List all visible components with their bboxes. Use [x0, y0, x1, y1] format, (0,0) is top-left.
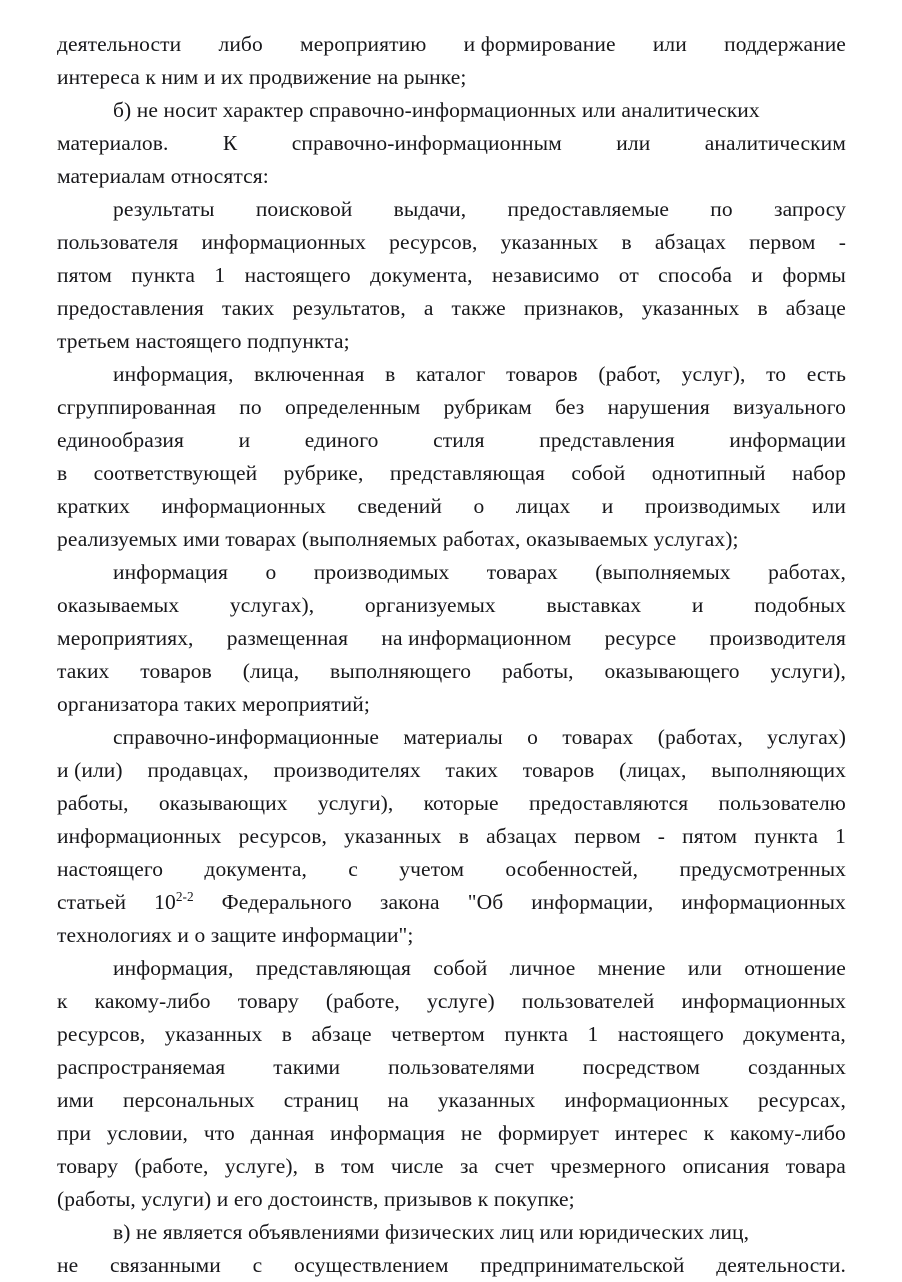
- text-line: [57, 127, 846, 160]
- text-word: на информационном: [381, 626, 572, 650]
- text-word: в: [621, 230, 632, 254]
- text-word: материалов.: [57, 131, 169, 155]
- text-word: или: [652, 32, 687, 56]
- text-word: либо: [218, 32, 263, 56]
- text-word: услуге): [427, 989, 495, 1013]
- text-word: (работах,: [657, 725, 743, 749]
- text-line: [57, 820, 846, 853]
- text-word: формирует: [497, 1121, 599, 1145]
- text-word: описания: [682, 1154, 770, 1178]
- text-word: размещенная: [226, 626, 349, 650]
- text-word: производимых: [644, 494, 781, 518]
- text-word: документа,: [743, 1022, 846, 1046]
- text-word: закона: [379, 890, 440, 914]
- text-word: документа,: [370, 263, 473, 287]
- text-word: оказывающих: [158, 791, 288, 815]
- text-line: [57, 424, 846, 457]
- text-line: [57, 622, 846, 655]
- text-word: товаров: [522, 758, 595, 782]
- text-word: сведений: [357, 494, 443, 518]
- text-word: в: [458, 824, 470, 848]
- text-word: то: [766, 362, 787, 386]
- text-word: от: [618, 263, 639, 287]
- text-word: производителя: [709, 626, 846, 650]
- text-word: абзацах: [486, 824, 558, 848]
- text-line: [57, 754, 846, 787]
- text-word: услуг),: [681, 362, 746, 386]
- text-word: набор: [792, 461, 846, 485]
- text-word: мероприятиях,: [57, 626, 194, 650]
- text-word: а: [423, 296, 434, 320]
- text-word: условии,: [106, 1121, 189, 1145]
- text-word: и: [238, 428, 251, 452]
- text-line: [113, 358, 846, 391]
- text-word: документа,: [204, 857, 307, 881]
- text-word: особенностей,: [505, 857, 639, 881]
- text-word: (работе,: [134, 1154, 209, 1178]
- text-word: том: [341, 1154, 375, 1178]
- text-line: [57, 985, 846, 1018]
- text-word: в: [757, 296, 768, 320]
- text-word: услуги),: [770, 659, 846, 683]
- text-word: запросу: [773, 197, 846, 221]
- text-word: представления: [539, 428, 675, 452]
- text-word: представляющая: [389, 461, 545, 485]
- text-word: поддержание: [724, 32, 846, 56]
- text-word: таких: [221, 296, 275, 320]
- text-word: пункта: [754, 824, 818, 848]
- text-word: ресурсов,: [238, 824, 327, 848]
- text-word: оказывающего: [604, 659, 740, 683]
- text-word: рубрикам: [443, 395, 532, 419]
- text-line: [57, 391, 846, 424]
- text-word: не: [57, 1253, 79, 1277]
- document-text-column: [57, 28, 846, 1282]
- text-line: технологиях и о защите информации";: [57, 923, 414, 947]
- text-word: ресурсе: [604, 626, 677, 650]
- text-word: кратких: [57, 494, 130, 518]
- text-word: информации: [729, 428, 846, 452]
- text-word: такими: [273, 1055, 341, 1079]
- text-word: настоящего: [617, 1022, 724, 1046]
- text-word: к: [57, 989, 68, 1013]
- text-word: услуги),: [317, 791, 394, 815]
- text-word: предусмотренных: [679, 857, 846, 881]
- text-word: 1: [587, 1022, 599, 1046]
- text-word: информационных: [681, 989, 846, 1013]
- text-word: товарах: [562, 725, 634, 749]
- text-line: в) не является объявлениями физических лиц или юридических лиц,: [113, 1220, 750, 1244]
- text-word: (работе,: [325, 989, 400, 1013]
- text-line: организатора таких мероприятий;: [57, 692, 370, 716]
- text-word: (лица,: [242, 659, 300, 683]
- text-word: пятом: [682, 824, 738, 848]
- text-word: информационных: [57, 824, 222, 848]
- text-word: в: [281, 1022, 293, 1046]
- text-word: выполняющего: [330, 659, 472, 683]
- text-word: справочно-информационные: [113, 725, 380, 749]
- text-word: материалы: [403, 725, 503, 749]
- text-word: мероприятию: [300, 32, 427, 56]
- text-word: оказываемых: [57, 593, 180, 617]
- text-word: продавцах,: [147, 758, 249, 782]
- text-word: о: [265, 560, 277, 584]
- text-word: информация,: [113, 956, 234, 980]
- text-word: независимо: [491, 263, 600, 287]
- text-word: абзацах: [654, 230, 726, 254]
- text-word: или: [811, 494, 846, 518]
- text-word: нарушения: [607, 395, 710, 419]
- text-word: пользователю: [718, 791, 846, 815]
- text-word: работы,: [57, 791, 129, 815]
- text-word: информационных: [564, 1088, 729, 1112]
- text-word: предоставляемые: [507, 197, 670, 221]
- text-word: информации,: [531, 890, 654, 914]
- text-word: 10$^{2-2}$: [154, 888, 194, 914]
- text-word: производимых: [313, 560, 450, 584]
- text-word: признаков,: [523, 296, 624, 320]
- text-word: информационных: [201, 230, 366, 254]
- text-word: соответствующей: [93, 461, 258, 485]
- text-word: по: [239, 395, 262, 419]
- text-word: -: [838, 230, 846, 254]
- text-word: результаты: [113, 197, 215, 221]
- text-word: поисковой: [255, 197, 353, 221]
- text-word: собой: [571, 461, 626, 485]
- text-word: в: [314, 1154, 325, 1178]
- text-word: указанных: [500, 230, 599, 254]
- text-word: ресурсов,: [389, 230, 478, 254]
- text-word: отношение: [744, 956, 846, 980]
- text-word: единого: [304, 428, 379, 452]
- text-word: связанными: [109, 1253, 221, 1277]
- text-word: личное: [509, 956, 576, 980]
- text-word: информационных: [681, 890, 846, 914]
- text-word: организуемых: [364, 593, 496, 617]
- text-line: (работы, услуги) и его достоинств, призывов к покупке;: [57, 1187, 575, 1211]
- text-word: абзаце: [311, 1022, 372, 1046]
- text-word: первом: [749, 230, 816, 254]
- text-word: выполняющих: [711, 758, 846, 782]
- text-word: ресурсов,: [57, 1022, 146, 1046]
- text-line: [57, 1051, 846, 1084]
- text-word: без: [555, 395, 585, 419]
- text-word: работы,: [501, 659, 574, 683]
- text-line: [57, 1084, 846, 1117]
- text-word: по: [710, 197, 733, 221]
- text-line: [57, 1117, 846, 1150]
- text-word: указанных: [164, 1022, 263, 1046]
- text-word: стиля: [433, 428, 485, 452]
- text-line: [57, 457, 846, 490]
- text-word: пункта: [504, 1022, 569, 1046]
- text-word: о: [527, 725, 539, 749]
- text-word: справочно-информационным: [291, 131, 562, 155]
- text-word: указанных: [641, 296, 740, 320]
- text-word: пользователями: [388, 1055, 535, 1079]
- text-word: ими: [57, 1088, 94, 1112]
- text-line: [57, 1249, 846, 1282]
- text-word: таких: [57, 659, 110, 683]
- text-word: информация: [113, 560, 229, 584]
- text-word: товаров: [140, 659, 212, 683]
- text-line: [57, 589, 846, 622]
- text-word: первом: [574, 824, 641, 848]
- text-word: пятом: [57, 263, 112, 287]
- text-word: -: [657, 824, 666, 848]
- text-word: деятельности.: [716, 1253, 846, 1277]
- text-word: при: [57, 1121, 92, 1145]
- text-word: за: [459, 1154, 479, 1178]
- text-word: 1: [835, 824, 846, 848]
- text-word: есть: [806, 362, 846, 386]
- text-line: [57, 853, 846, 886]
- text-word: информация: [330, 1121, 446, 1145]
- text-word: товаров: [506, 362, 578, 386]
- text-line: [113, 193, 846, 226]
- text-word: результатов,: [292, 296, 406, 320]
- text-word: мнение: [597, 956, 666, 980]
- text-line: [113, 952, 846, 985]
- text-word: "Об: [467, 890, 504, 914]
- text-word: что: [203, 1121, 235, 1145]
- text-line: [57, 1018, 846, 1051]
- text-word: не: [460, 1121, 483, 1145]
- text-word: услугах): [767, 725, 846, 749]
- text-word: и (или): [57, 758, 123, 782]
- text-word: товарах: [486, 560, 558, 584]
- text-line: [57, 490, 846, 523]
- text-word: (работ,: [598, 362, 662, 386]
- text-word: пользователей: [521, 989, 655, 1013]
- text-word: настоящего: [57, 857, 164, 881]
- text-word: выставках: [546, 593, 642, 617]
- text-word: сгруппированная: [57, 395, 216, 419]
- text-word: представляющая: [255, 956, 411, 980]
- text-word: или: [687, 956, 722, 980]
- text-word: К: [222, 131, 238, 155]
- text-word: услуге),: [224, 1154, 299, 1178]
- text-word: и: [601, 494, 614, 518]
- text-word: осуществлением: [293, 1253, 449, 1277]
- text-word: собой: [433, 956, 488, 980]
- text-word: учетом: [399, 857, 465, 881]
- text-word: рубрике,: [283, 461, 364, 485]
- text-line: [57, 259, 846, 292]
- text-word: числе: [390, 1154, 444, 1178]
- text-line: реализуемых ими товарах (выполняемых работах, оказываемых услугах);: [57, 527, 739, 551]
- text-word: с: [348, 857, 358, 881]
- text-line: материалам относятся:: [57, 164, 269, 188]
- text-word: чрезмерного: [550, 1154, 667, 1178]
- text-word: счет: [494, 1154, 534, 1178]
- text-word: предоставляются: [528, 791, 689, 815]
- text-line: третьем настоящего подпункта;: [57, 329, 350, 353]
- text-word: четвертом: [391, 1022, 485, 1046]
- text-word: ресурсах,: [758, 1088, 846, 1112]
- text-word: способа: [658, 263, 732, 287]
- text-word: таких: [445, 758, 498, 782]
- text-line: [57, 655, 846, 688]
- text-line: [57, 292, 846, 325]
- text-line: б) не носит характер справочно-информационных или аналитических: [113, 98, 760, 122]
- text-word: созданных: [747, 1055, 846, 1079]
- text-word: услугах),: [229, 593, 315, 617]
- text-word: распространяемая: [57, 1055, 226, 1079]
- text-word: (лицах,: [619, 758, 687, 782]
- text-word: пункта: [131, 263, 196, 287]
- text-word: данная: [250, 1121, 315, 1145]
- text-word: пользователя: [57, 230, 179, 254]
- text-word: интерес: [614, 1121, 688, 1145]
- text-word: 1: [214, 263, 226, 287]
- text-word: деятельности: [57, 32, 182, 56]
- text-word: выдачи,: [393, 197, 467, 221]
- text-word: лицах: [515, 494, 571, 518]
- text-word: товару: [237, 989, 299, 1013]
- text-word: или: [616, 131, 651, 155]
- text-word: информационных: [161, 494, 326, 518]
- text-line: интереса к ним и их продвижение на рынке;: [57, 65, 467, 89]
- text-word: о: [473, 494, 485, 518]
- text-word: аналитическим: [704, 131, 846, 155]
- text-word: на: [387, 1088, 409, 1112]
- text-word: товару: [57, 1154, 119, 1178]
- text-word: предоставления: [57, 296, 204, 320]
- text-word: персональных: [122, 1088, 255, 1112]
- text-word: товара: [785, 1154, 846, 1178]
- text-word: и формирование: [463, 32, 616, 56]
- text-word: указанных: [344, 824, 442, 848]
- text-word: формы: [782, 263, 846, 287]
- text-word: которые: [423, 791, 499, 815]
- text-line: [57, 28, 846, 61]
- text-word: однотипный: [651, 461, 766, 485]
- text-word: единообразия: [57, 428, 185, 452]
- text-word: визуального: [733, 395, 846, 419]
- text-word: каталог: [415, 362, 486, 386]
- text-word: Федерального: [221, 890, 352, 914]
- text-word: настоящего: [244, 263, 351, 287]
- text-word: с: [252, 1253, 263, 1277]
- text-word: подобных: [754, 593, 846, 617]
- text-word: предпринимательской: [480, 1253, 685, 1277]
- text-word: в: [57, 461, 68, 485]
- text-word: статьей: [57, 890, 127, 914]
- text-word: какому-либо: [94, 989, 211, 1013]
- text-word: указанных: [437, 1088, 536, 1112]
- text-word: включенная: [254, 362, 365, 386]
- text-word: также: [451, 296, 506, 320]
- text-word: в: [385, 362, 396, 386]
- text-word: абзаце: [785, 296, 846, 320]
- text-line: [113, 556, 846, 589]
- text-word: производителях: [273, 758, 421, 782]
- text-word: страниц: [283, 1088, 359, 1112]
- text-word: и: [691, 593, 704, 617]
- text-word: информация,: [113, 362, 234, 386]
- text-word: какому-либо: [730, 1121, 846, 1145]
- text-line: [57, 226, 846, 259]
- text-word: посредством: [582, 1055, 700, 1079]
- text-line: [57, 1150, 846, 1183]
- text-line: [113, 721, 846, 754]
- text-word: (выполняемых: [595, 560, 731, 584]
- text-word: работах,: [768, 560, 846, 584]
- text-line: [57, 787, 846, 820]
- text-word: определенным: [285, 395, 421, 419]
- article-superscript: 2-2: [175, 888, 194, 904]
- text-word: к: [703, 1121, 715, 1145]
- text-line: [57, 886, 846, 919]
- text-word: и: [751, 263, 763, 287]
